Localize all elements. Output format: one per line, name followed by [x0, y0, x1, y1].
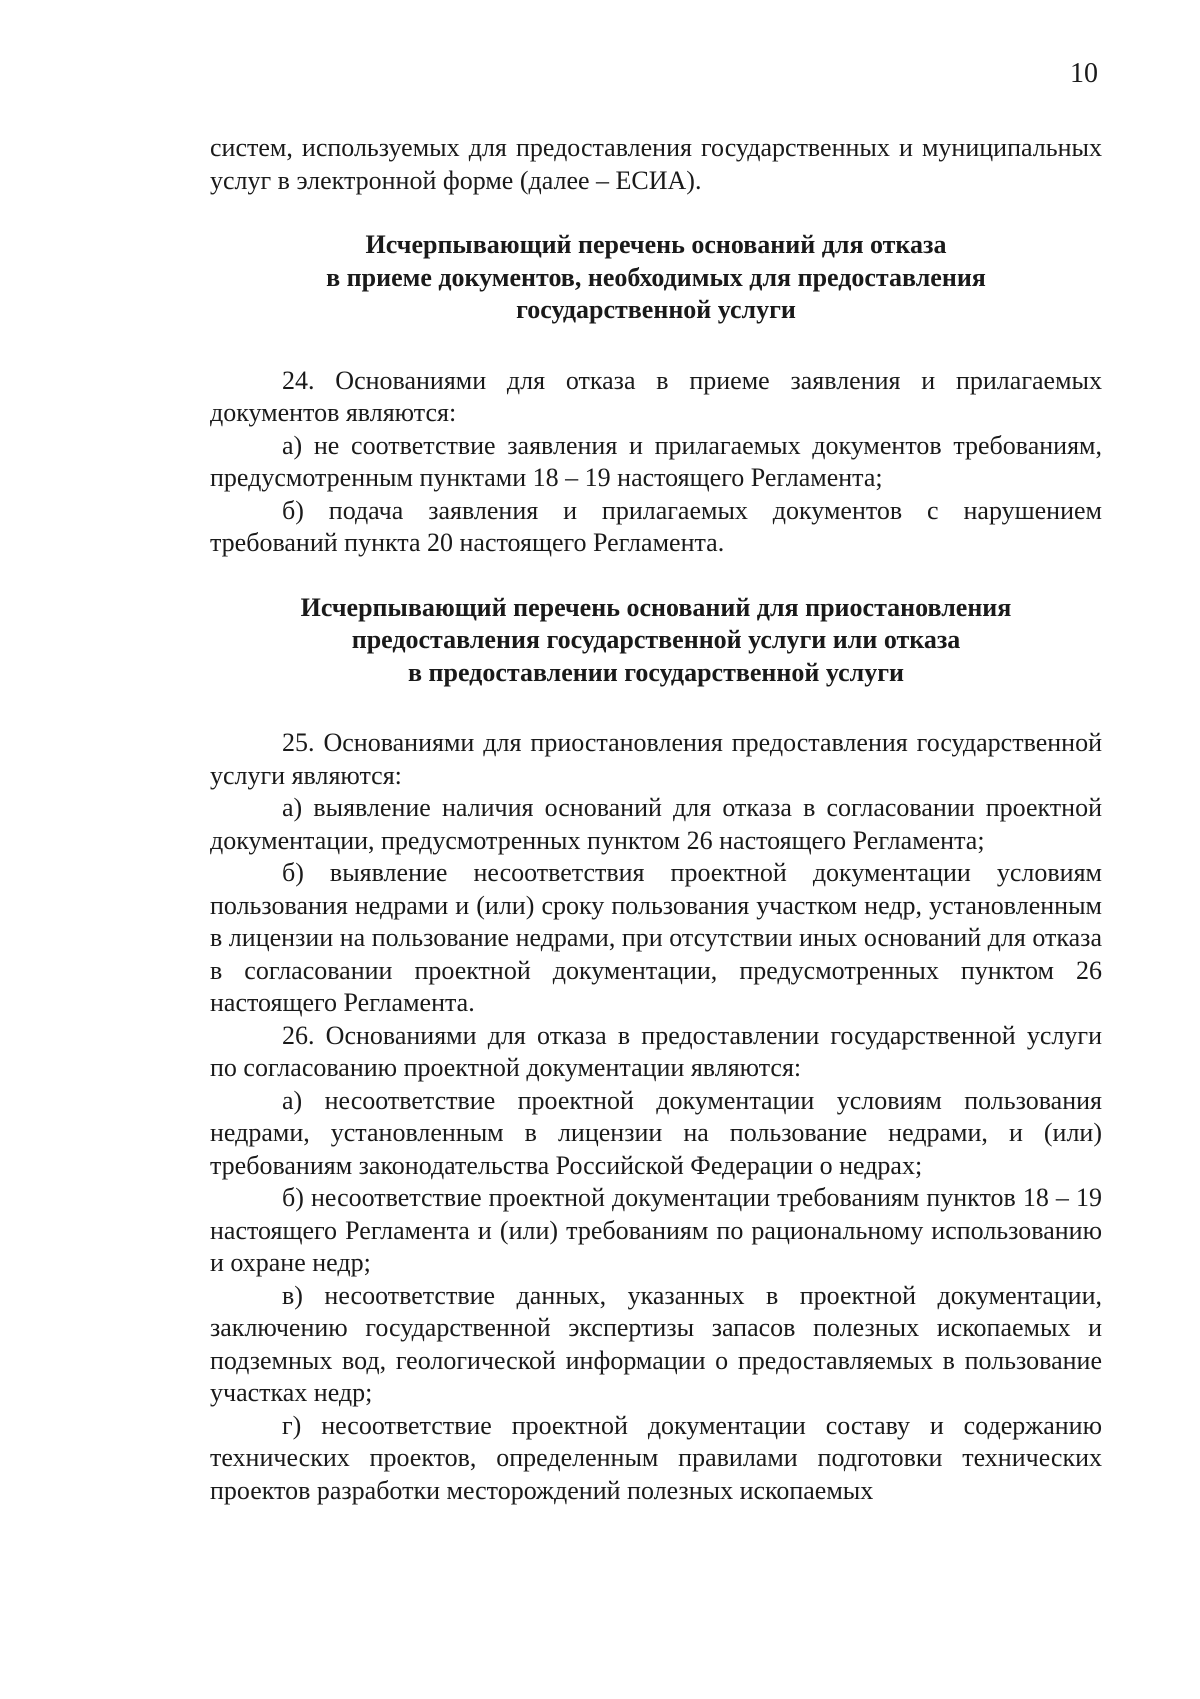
heading-line: в приеме документов, необходимых для предоставления	[326, 262, 986, 292]
page-content	[210, 132, 1102, 1507]
clause-26-b: б) несоответствие проектной документации требованиям пунктов 18 – 19 настоящего Регламента и (или) требованиям по рациональному использованию и охране недр;	[210, 1183, 1102, 1277]
page-number: 10	[1070, 58, 1098, 89]
heading-line: Исчерпывающий перечень оснований для отказа	[365, 230, 947, 259]
heading-line: государственной услуги	[516, 295, 796, 324]
intro-paragraph: систем, используемых для предоставления государственных и муниципальных услуг в электронной форме (далее – ЕСИА).	[210, 133, 1102, 195]
clause-25-a: а) выявление наличия оснований для отказа в согласовании проектной документации, предусмотренных пунктом 26 настоящего Регламента;	[210, 793, 1102, 855]
clause-26-v: в) несоответствие данных, указанных в проектной документации, заключению государственной экспертизы запасов полезных ископаемых и подземных вод, геологической информации о предоставляемых в пользование участках недр;	[210, 1280, 1102, 1407]
clause-25: 25. Основаниями для приостановления предоставления государственной услуги являются:	[210, 728, 1102, 790]
clause-24-a: а) не соответствие заявления и прилагаемых документов требованиям, предусмотренным пунктами 18 – 19 настоящего Регламента;	[210, 430, 1102, 492]
clause-26: 26. Основаниями для отказа в предоставлении государственной услуги по согласованию проектной документации являются:	[210, 1020, 1102, 1082]
section-heading-suspension-refusal	[210, 592, 1102, 690]
clause-26-a: а) несоответствие проектной документации условиям пользования недрами, установленным в лицензии на пользование недрами, и (или) требованиям законодательства Российской Федерации о недрах;	[210, 1085, 1102, 1180]
heading-line: предоставления государственной услуги или отказа	[351, 625, 961, 654]
clause-25-b: б) выявление несоответствия проектной документации условиям пользования недрами и (или) сроку пользования участком недр, установленным в лицензии на пользование недрами, при отсутствии иных оснований для отказа в согласовании проектной документации, предусмотренных пунктом 26 настоящего Регламента.	[210, 858, 1102, 1017]
section-heading-refusal-acceptance	[210, 229, 1102, 327]
heading-line: Исчерпывающий перечень оснований для приостановления	[300, 592, 1012, 622]
clause-26-g: г) несоответствие проектной документации составу и содержанию технических проектов, определенным правилами подготовки технических проектов разработки месторождений полезных ископаемых	[210, 1410, 1102, 1505]
heading-line: в предоставлении государственной услуги	[407, 657, 904, 687]
clause-24-b: б) подача заявления и прилагаемых документов с нарушением требований пункта 20 настоящего Регламента.	[210, 495, 1102, 557]
clause-24: 24. Основаниями для отказа в приеме заявления и прилагаемых документов являются:	[210, 365, 1102, 427]
